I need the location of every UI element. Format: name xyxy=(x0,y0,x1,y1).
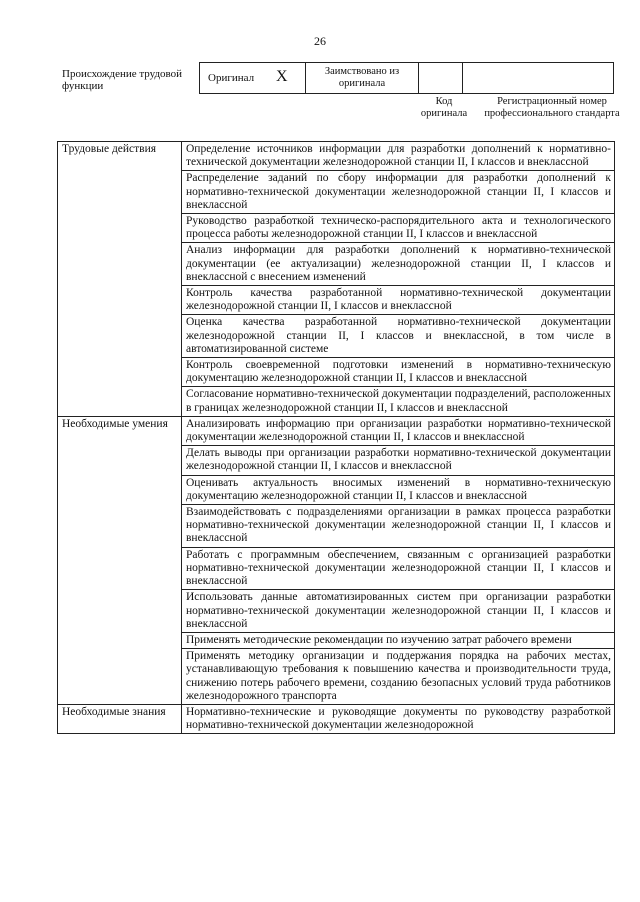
reg-number-cell xyxy=(463,63,613,93)
section-label: Необходимые знания xyxy=(58,704,182,733)
section-item: Работать с программным обеспечением, связанным с организацией разработки нормативно-технической документации железнодорожной станции II, I классов и внеклассной xyxy=(182,547,615,590)
section-item: Использовать данные автоматизированных систем при организации разработки нормативно-технической документации железнодорожной станции II, I классов и внеклассной xyxy=(182,590,615,633)
function-table xyxy=(57,141,615,734)
page-number: 26 xyxy=(314,34,326,48)
section-item: Руководство разработкой техническо-распорядительного акта и технологического процесса работы железнодорожной станции II, I классов и внеклассной xyxy=(182,214,615,243)
section-item: Взаимодействовать с подразделениями организации в рамках процесса разработки нормативно-технической документации железнодорожной станции II, I классов и внеклассной xyxy=(182,505,615,548)
code-cell xyxy=(419,63,463,93)
origin-box xyxy=(199,62,614,94)
table-row xyxy=(58,416,615,445)
borrowed-cell xyxy=(306,63,419,93)
original-label: Оригинал xyxy=(208,72,255,84)
section-item: Анализ информации для разработки дополнений к нормативно-технической документации (ее актуализации) железнодорожной станции II, I классов и внеклассной с внесением изменений xyxy=(182,243,615,286)
table-row xyxy=(58,704,615,733)
origin-label: Происхождение трудовой функции xyxy=(62,68,183,92)
original-mark: X xyxy=(276,68,288,85)
section-item: Распределение заданий по сбору информации для разработки дополнений к нормативно-технической документации железнодорожной станции II, I классов и внеклассной xyxy=(182,171,615,214)
section-label: Необходимые умения xyxy=(58,416,182,704)
section-item: Согласование нормативно-технической документации подразделений, расположенных в границах железнодорожной станции II, I классов и внеклассной xyxy=(182,387,615,416)
section-item: Контроль своевременной подготовки изменений в нормативно-техническую документацию железнодорожной станции II, I классов и внеклассной xyxy=(182,358,615,387)
section-item: Анализировать информацию при организации разработки нормативно-технической документации железнодорожной станции II, I классов и внеклассной xyxy=(182,416,615,445)
table-row xyxy=(58,142,615,171)
section-item: Применять методические рекомендации по изучению затрат рабочего времени xyxy=(182,632,615,648)
section-item: Применять методику организации и поддержания порядка на рабочих местах, устанавливающую требования к повышению качества и производительности труда, снижению потерь рабочего времени, созданию безопасных условий труда работников железнодорожного транспорта xyxy=(182,649,615,705)
section-item: Определение источников информации для разработки дополнений к нормативно-технической документации железнодорожной станции II, I классов и внеклассной xyxy=(182,142,615,171)
section-item: Оценка качества разработанной нормативно-технической документации железнодорожной станции II, I классов и внеклассной, в том числе в автоматизированной системе xyxy=(182,315,615,358)
section-item: Контроль качества разработанной нормативно-технической документации железнодорожной станции II, I классов и внеклассной xyxy=(182,286,615,315)
borrowed-label: Заимствовано из оригинала xyxy=(324,66,400,89)
section-item: Оценивать актуальность вносимых изменений в нормативно-техническую документацию железнодорожной станции II, I классов и внеклассной xyxy=(182,475,615,504)
reg-number-caption: Регистрационный номер профессионального стандарта xyxy=(484,96,620,119)
original-cell xyxy=(200,63,306,93)
section-item: Делать выводы при организации разработки нормативно-технической документации железнодорожной станции II, I классов и внеклассной xyxy=(182,446,615,475)
section-label: Трудовые действия xyxy=(58,142,182,417)
section-item: Нормативно-технические и руководящие документы по руководству разработкой нормативно-технической документации железнодорожной xyxy=(182,704,615,733)
code-caption: Код оригинала xyxy=(420,96,468,119)
